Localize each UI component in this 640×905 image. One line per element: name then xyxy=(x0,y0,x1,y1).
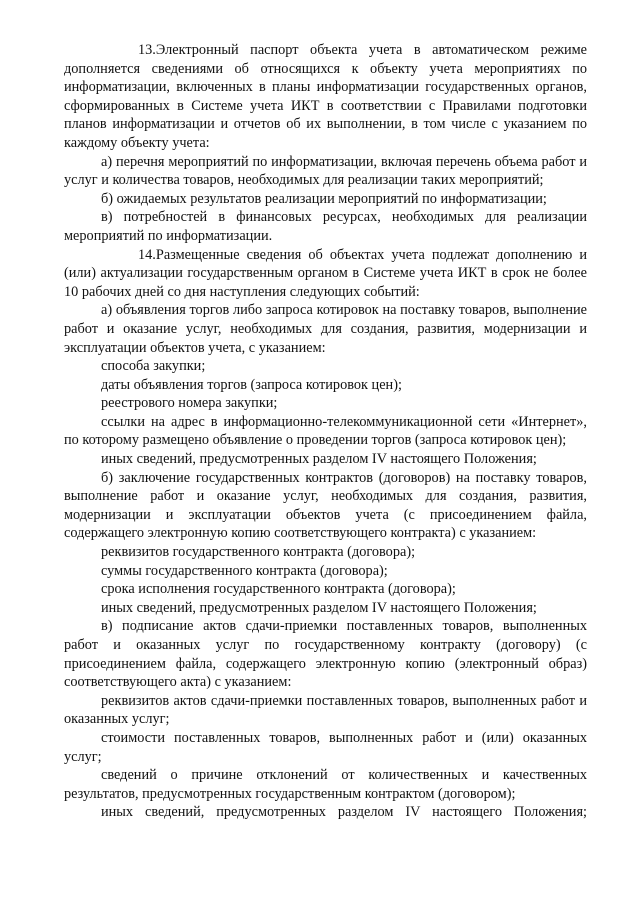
paragraph-14b: б) заключение государственных контрактов (договоров) на поставку товаров, выполнение работ и оказание услуг, необходимых для создания, развития, модернизации и эксплуатации объектов учета (с присоединением файла, содержащего электронную копию соответствующего контракта) с указанием: xyxy=(64,469,587,542)
list-item: даты объявления торгов (запроса котировок цен); xyxy=(101,376,402,393)
list-item: иных сведений, предусмотренных разделом IV настоящего Положения; xyxy=(101,599,537,616)
list-item: иных сведений, предусмотренных разделом IV настоящего Положения; xyxy=(101,804,587,821)
list-item: суммы государственного контракта (договора); xyxy=(101,562,388,579)
paragraph-number: 13. xyxy=(138,42,156,58)
paragraph-text: Размещенные сведения об объектах учета подлежат дополнению и (или) актуализации государственным органом в Системе учета ИКТ в срок не более 10 рабочих дней со дня наступления следующих событий: xyxy=(64,246,587,300)
paragraph-13 xyxy=(64,41,587,153)
list-item: иных сведений, предусмотренных разделом IV настоящего Положения; xyxy=(101,451,537,468)
document-body xyxy=(64,41,587,822)
list-item: реквизитов актов сдачи-приемки поставленных товаров, выполненных работ и оказанных услуг; xyxy=(64,692,587,728)
list-item: ссылки на адрес в информационно-телекоммуникационной сети «Интернет», по которому размещено объявление о проведении торгов (запроса котировок цен); xyxy=(64,413,587,449)
paragraph-13a: а) перечня мероприятий по информатизации, включая перечень объема работ и услуг и количества товаров, необходимых для реализации таких мероприятий; xyxy=(64,153,587,189)
paragraph-text: Электронный паспорт объекта учета в автоматическом режиме дополняется сведениями об относящихся к объекту учета мероприятиях по информатизации, включенных в планы информатизации государственных органов, сформированных в Системе учета ИКТ в соответствии с Правилами подготовки планов информатизации и отчетов об их выполнении, в том числе с указанием по каждому объекту учета: xyxy=(64,42,587,151)
list-item: срока исполнения государственного контракта (договора); xyxy=(101,581,456,598)
paragraph-number: 14. xyxy=(138,246,156,263)
paragraph-13c: в) потребностей в финансовых ресурсах, необходимых для реализации мероприятий по информатизации. xyxy=(64,209,587,244)
paragraph-13b: б) ожидаемых результатов реализации мероприятий по информатизации; xyxy=(101,190,547,207)
list-item: сведений о причине отклонений от количественных и качественных результатов, предусмотренных государственным контрактом (договором); xyxy=(64,767,587,802)
list-item: способа закупки; xyxy=(101,358,206,375)
paragraph-14a: а) объявления торгов либо запроса котировок на поставку товаров, выполнение работ и оказание услуг, необходимых для создания, развития, модернизации и эксплуатации объектов учета, с указанием: xyxy=(64,302,587,356)
list-item: реквизитов государственного контракта (договора); xyxy=(101,544,416,561)
paragraph-14 xyxy=(64,246,587,302)
paragraph-14c: в) подписание актов сдачи-приемки поставленных товаров, выполненных работ и оказанных услуг по государственному контракту (договору) (с присоединением файла, содержащего электронную копию (электронный образ) соответствующего акта) с указанием: xyxy=(64,618,587,691)
list-item: реестрового номера закупки; xyxy=(101,395,278,412)
list-item: стоимости поставленных товаров, выполненных работ и (или) оказанных услуг; xyxy=(64,729,587,765)
